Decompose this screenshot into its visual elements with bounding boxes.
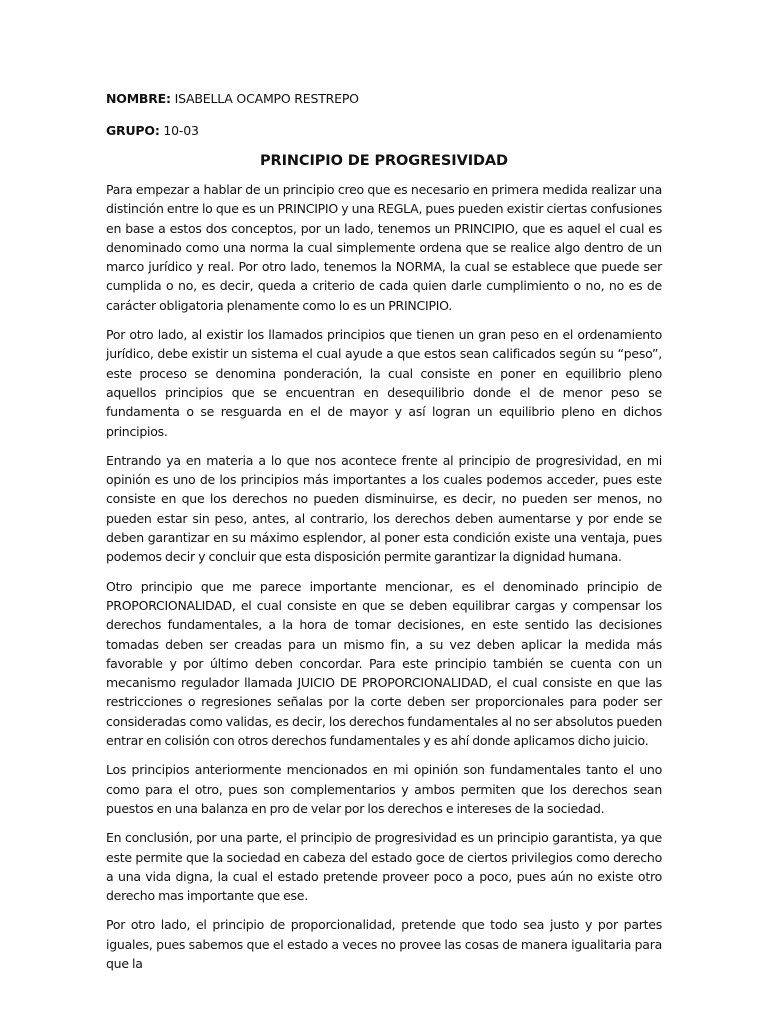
- paragraph-5: Los principios anteriormente mencionados en mi opinión son fundamentales tanto el uno como para el otro, pues son complementarios y ambos permiten que los derechos sean puestos en una balanza en pro de velar por los derechos e intereses de la sociedad.: [106, 762, 662, 816]
- paragraph-1: Para empezar a hablar de un principio creo que es necesario en primera medida realizar una distinción entre lo que es un PRINCIPIO y una REGLA, pues pueden existir ciertas confusiones en base a estos dos conceptos, por un lado, tenemos un PRINCIPIO, que es aquel el cual es denominado como una norma la cual simplemente ordena que se realice algo dentro de un marco jurídico y real. Por otro lado, tenemos la NORMA, la cual se establece que puede ser cumplida o no, es decir, queda a criterio de cada quien darle cumplimiento o no, no es de carácter obligatoria plenamente como lo es un PRINCIPIO.: [106, 182, 662, 313]
- group-value: 10-03: [163, 123, 199, 138]
- student-name-line: [106, 90, 662, 108]
- group-line: [106, 122, 662, 140]
- name-value: ISABELLA OCAMPO RESTREPO: [174, 91, 359, 106]
- group-label: GRUPO:: [106, 123, 160, 138]
- paragraph-3: Entrando ya en materia a lo que nos acontece frente al principio de progresividad, en mi opinión es uno de los principios más importantes a los cuales podemos acceder, pues este consiste en que los derechos no pueden disminuirse, es decir, no pueden ser menos, no pueden estar sin peso, antes, al contrario, los derechos deben aumentarse y por ende se deben garantizar en su máximo esplendor, al poner esta condición existe una ventaja, pues podemos decir y concluir que esta disposición permite garantizar la dignidad humana.: [106, 452, 662, 565]
- paragraph-2: Por otro lado, al existir los llamados principios que tienen un gran peso en el ordenamiento jurídico, debe existir un sistema el cual ayude a que estos sean calificados según su “peso”, este proceso se denomina ponderación, la cual consiste en poner en equilibrio pleno aquellos principios que se encuentran en desequilibrio donde el de menor peso se fundamenta o se resguarda en el de mayor y así logran un equilibrio pleno en dichos principios.: [106, 327, 662, 439]
- name-label: NOMBRE:: [106, 91, 171, 106]
- paragraph-7: Por otro lado, el principio de proporcionalidad, pretende que todo sea justo y por partes iguales, pues sabemos que el estado a veces no provee las cosas de manera igualitaria para que la: [106, 917, 662, 971]
- paragraph-6: En conclusión, por una parte, el principio de progresividad es un principio garantista, ya que este permite que la sociedad en cabeza del estado goce de ciertos privilegios como derecho a una vida digna, la cual el estado pretende proveer poco a poco, pues aún no existe otro derecho mas importante que ese.: [106, 830, 662, 904]
- document-title: PRINCIPIO DE PROGRESIVIDAD: [260, 153, 508, 169]
- paragraph-4: Otro principio que me parece importante mencionar, es el denominado principio de PROPORCIONALIDAD, el cual consiste en que se deben equilibrar cargas y compensar los derechos fundamentales, a la hora de tomar decisiones, en este sentido las decisiones tomadas deben ser creadas para un mismo fin, a su vez deben aplicar la medida más favorable y por último deben concordar. Para este principio también se cuenta con un mecanismo regulador llamada JUICIO DE PROPORCIONALIDAD, el cual consiste en que las restricciones o regresiones señalas por la corte deben ser proporcionales para poder ser consideradas como validas, es decir, los derechos fundamentales al no ser absolutos pueden entrar en colisión con otros derechos fundamentales y es ahí donde aplicamos dicho juicio.: [106, 578, 662, 749]
